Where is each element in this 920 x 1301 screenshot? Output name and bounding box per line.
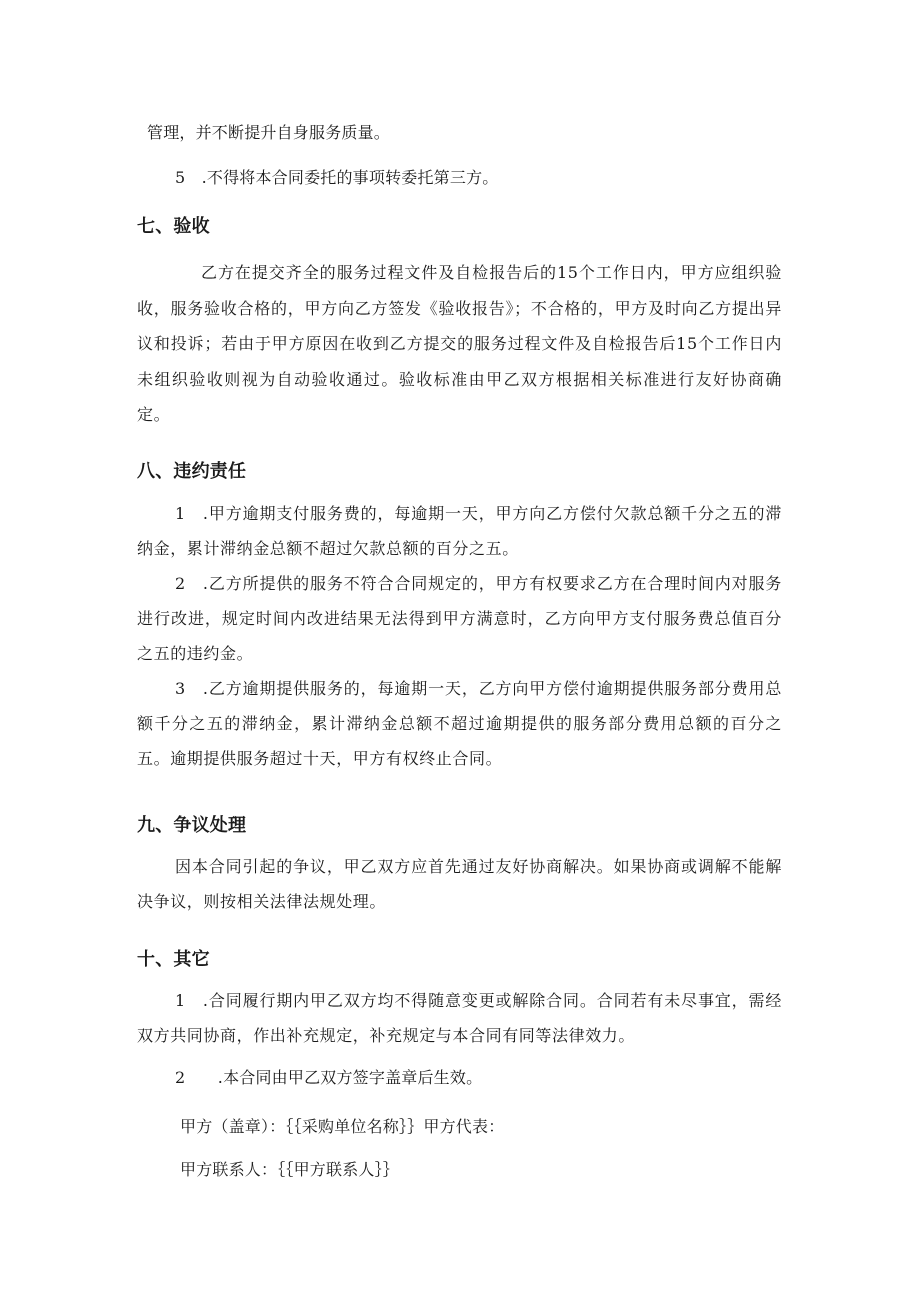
section-10-heading: 十、其它 bbox=[137, 949, 210, 970]
section-8-item-2: 2 .乙方所提供的服务不符合合同规定的，甲方有权要求乙方在合理时间内对服务进行改进，规定时间内改进结果无法得到甲方满意时，乙方向甲方支付服务费总值百分之五的违约金。 bbox=[137, 574, 782, 663]
party-a-contact-line: 甲方联系人：｛｛甲方联系人｝｝ bbox=[180, 1160, 400, 1179]
item-5: 5 .不得将本合同委托的事项转委托第三方。 bbox=[175, 168, 499, 187]
section-8-item-3: 3 .乙方逾期提供服务的，每逾期一天，乙方向甲方偿付逾期提供服务部分费用总额千分之五的滞纳金，累计滞纳金总额不超过逾期提供的服务部分费用总额的百分之五。逾期提供服务超过十天，甲方有权终止合同。 bbox=[137, 679, 782, 768]
party-a-seal-line: 甲方（盖章）：｛｛采购单位名称｝｝甲方代表： bbox=[180, 1117, 505, 1136]
section-9-body: 因本合同引起的争议，甲乙双方应首先通过友好协商解决。如果协商或调解不能解决争议，则按相关法律法规处理。 bbox=[137, 857, 782, 911]
section-10-item-1: 1 .合同履行期内甲乙双方均不得随意变更或解除合同。合同若有未尽事宜，需经双方共同协商，作出补充规定，补充规定与本合同有同等法律效力。 bbox=[137, 991, 782, 1045]
section-8-item-1: 1 .甲方逾期支付服务费的，每逾期一天，甲方向乙方偿付欠款总额千分之五的滞纳金，累计滞纳金总额不超过欠款总额的百分之五。 bbox=[137, 504, 782, 558]
section-7-body: 乙方在提交齐全的服务过程文件及自检报告后的15个工作日内，甲方应组织验收，服务验收合格的，甲方向乙方签发《验收报告》；不合格的，甲方及时向乙方提出异议和投诉；若由于甲方原因在收到乙方提交的服务过程文件及自检报告后15个工作日内未组织验收则视为自动验收通过。验收标准由甲乙双方根据相关标准进行友好协商确定。 bbox=[137, 263, 782, 424]
section-10-item-2: 2 .本合同由甲乙双方签字盖章后生效。 bbox=[175, 1068, 483, 1087]
section-8-heading: 八、违约责任 bbox=[137, 461, 247, 482]
section-9-heading: 九、争议处理 bbox=[137, 815, 247, 836]
paragraph-continuation: 管理，并不断提升自身服务质量。 bbox=[147, 123, 391, 142]
section-7-heading: 七、验收 bbox=[137, 216, 210, 237]
